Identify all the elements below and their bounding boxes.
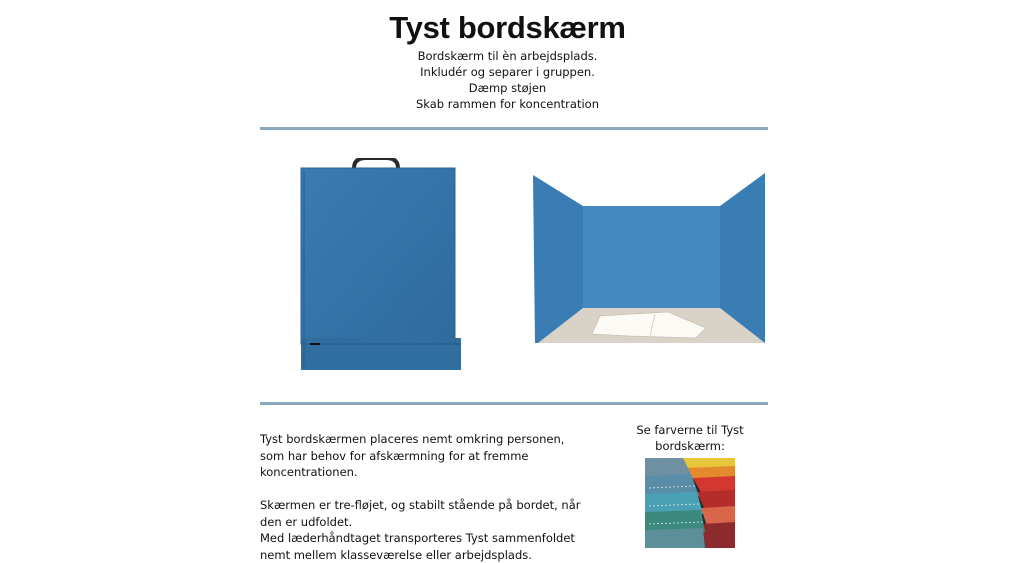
tagline-4: Skab rammen for koncentration: [415, 97, 599, 111]
unfolded-screen-image: [530, 168, 770, 350]
page-header: [0, 8, 1015, 112]
divider-top: [260, 127, 768, 130]
color-swatches-section: [628, 422, 752, 548]
felt-swatches-image: [645, 458, 735, 548]
description-paragraph-3: Med læderhåndtaget transporteres Tyst sammenfoldet nemt mellem klasseværelse eller arbejdsplads.: [260, 531, 575, 562]
folded-screen-image: [296, 158, 466, 374]
description-paragraph-2: Skærmen er tre-fløjet, og stabilt stående på bordet, når den er udfoldet.: [260, 498, 581, 529]
product-description: [260, 431, 590, 563]
page-title: Tyst bordskærm: [389, 10, 626, 45]
color-swatches-label: Se farverne til Tyst bordskærm:: [636, 423, 744, 453]
tagline-3: Dæmp støjen: [468, 81, 547, 95]
tagline-2: Inkludér og separer i gruppen.: [420, 65, 595, 79]
description-paragraph-1: Tyst bordskærmen placeres nemt omkring personen, som har behov for afskærmning for at fremme koncentrationen.: [260, 432, 565, 479]
tagline-1: Bordskærm til èn arbejdsplads.: [417, 49, 598, 63]
divider-bottom: [260, 402, 768, 405]
color-swatches-link[interactable]: [645, 458, 735, 548]
